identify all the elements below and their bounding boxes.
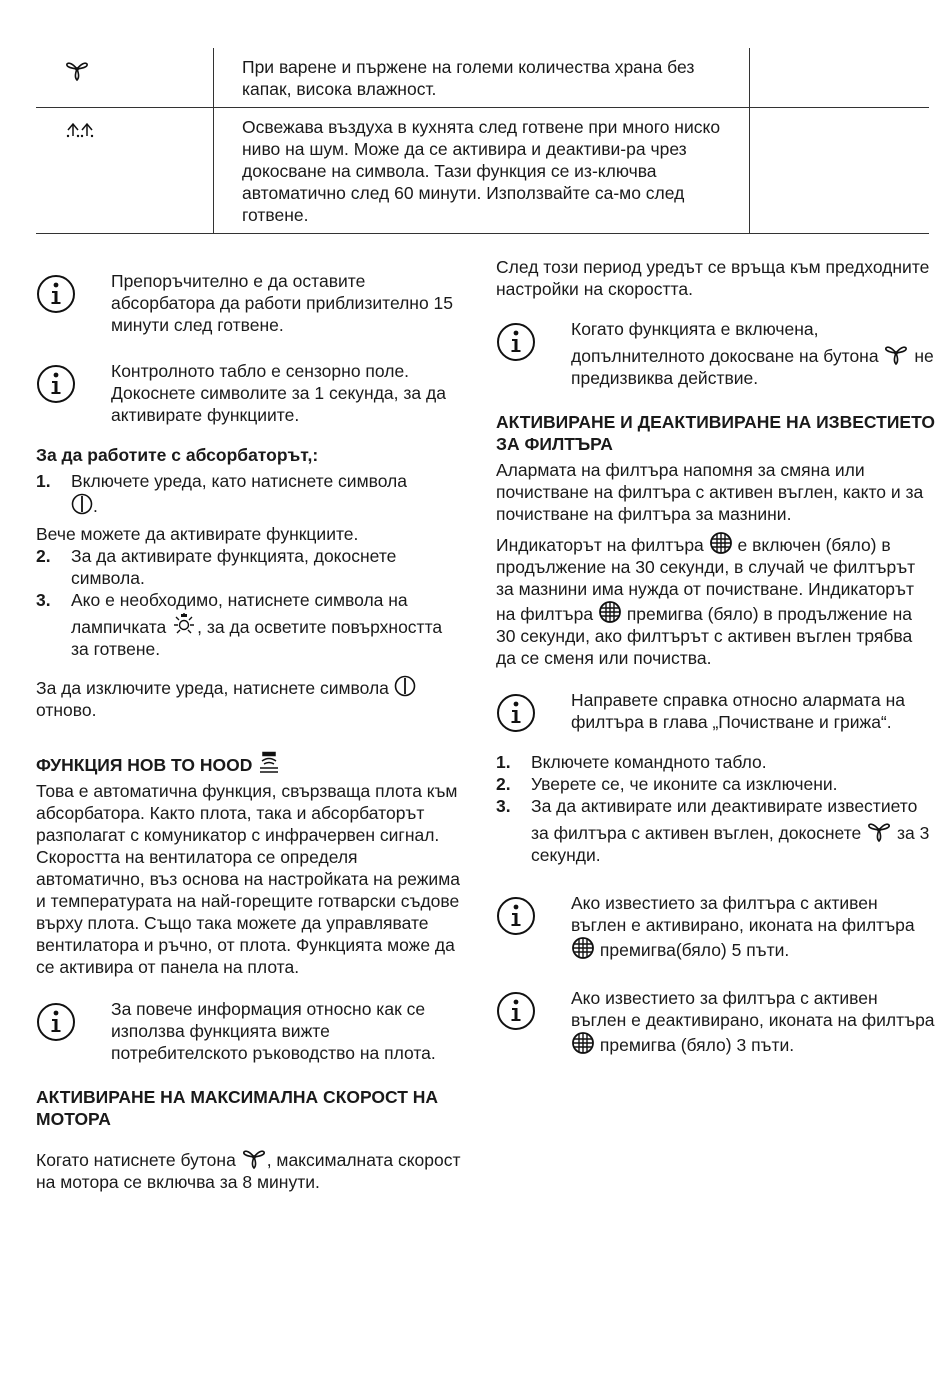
steps-list: [496, 751, 936, 866]
info-icon: [36, 1002, 76, 1042]
info-icon: [496, 991, 536, 1031]
info-icon: [496, 322, 536, 362]
table-cell: Освежава въздуха в кухнята след готвене при много ниско ниво на шум. Може да се активира и деактиви-ра чрез докосване на символа. Тази функция се из-ключва автоматично след 60 минути. Използвайте са-мо след готвене.: [214, 108, 750, 233]
info-text: Контролното табло е сензорно поле. Докоснете символите за 1 секунда, за да активирате функциите.: [111, 361, 446, 425]
boost-fan-icon: [883, 340, 909, 366]
info-icon: [36, 274, 76, 314]
list-item: 1. Включете уреда, като натиснете символа .: [36, 471, 407, 516]
info-icon: [496, 896, 536, 936]
info-note: [36, 270, 461, 336]
body-text: Алармата на филтъра напомня за смяна или почистване на филтъра с активен въглен, както и за почистване на филтъра за мазнини.: [496, 460, 924, 524]
filter-grid-icon: [571, 936, 595, 960]
hob-to-hood-icon: [257, 751, 281, 775]
body-text: Индикаторът на филтъра е включен (бяло) в продължение на 30 секунди, в случай че филтърът за мазнини има нужда от почистване. Индикаторът на филтъра премигва (бяло) в продължение на 30 секунди, ако филтърът с активен въглен трябва да се сменя или почиства.: [496, 531, 936, 669]
info-text: Направете справка относно алармата на филтъра в глава „Почистване и грижа“.: [571, 690, 905, 732]
info-text: Когато функцията е включена, допълнителното докосване на бутона не предизвиква действие.: [571, 319, 934, 388]
info-text: Ако известието за филтъра с активен въглен е активирано, иконата на филтъра премигва(бяло) 5 пъти.: [571, 893, 915, 960]
table-row: [36, 48, 929, 107]
body-text: Когато натиснете бутона , максималната скорост на мотора се включва за 8 минути.: [36, 1144, 461, 1193]
info-note: [496, 318, 936, 389]
info-note: [496, 689, 936, 733]
body-text: Вече можете да активирате функциите.: [36, 524, 359, 544]
section-heading: АКТИВИРАНЕ НА МАКСИМАЛНА СКОРОСТ НА МОТОРА: [36, 1087, 439, 1129]
info-note: [36, 360, 461, 426]
boost-fan-icon: [866, 817, 892, 843]
info-text: Ако известието за филтъра с активен въглен е деактивирано, иконата на филтъра премигва (бяло) 3 пъти.: [571, 988, 935, 1055]
boost-fan-icon: [64, 56, 90, 82]
list-item: 2. Уверете се, че иконите са изключени.: [496, 774, 838, 794]
list-item: 2. За да активирате функцията, докоснете символа.: [36, 546, 397, 588]
list-item: 3. За да активирате или деактивирате известието за филтъра с активен въглен, докоснете за 3 секунди.: [496, 796, 930, 865]
section-heading: АКТИВИРАНЕ И ДЕАКТИВИРАНЕ НА ИЗВЕСТИЕТО ЗА ФИЛТЪРА: [496, 412, 935, 454]
info-note: [36, 998, 461, 1064]
right-column: [496, 256, 936, 1070]
steps-list: [36, 545, 461, 660]
info-icon: [36, 364, 76, 404]
section-heading: ФУНКЦИЯ HOB TO HOOD: [36, 751, 461, 776]
section-heading: За да работите с абсорбаторът,:: [36, 445, 319, 465]
boost-fan-icon: [241, 1144, 267, 1170]
filter-grid-icon: [571, 1031, 595, 1055]
info-text: За повече информация относно как се използва функцията вижте потребителското ръководство на плота.: [111, 999, 436, 1063]
breeze-icon: [64, 116, 96, 142]
power-icon: [394, 674, 416, 698]
steps-list: [36, 470, 461, 517]
power-icon: [71, 492, 93, 516]
info-note: [496, 987, 936, 1056]
filter-grid-icon: [709, 531, 733, 555]
body-text: За да изключите уреда, натиснете символа отново.: [36, 674, 461, 721]
body-text: След този период уредът се връща към предходните настройки на скоростта.: [496, 257, 930, 299]
info-text: Препоръчително е да оставите абсорбатора да работи приблизително 15 минути след готвене.: [111, 271, 454, 335]
info-icon: [496, 693, 536, 733]
table-row: [36, 107, 929, 233]
body-text: Това е автоматична функция, свързваща плота към абсорбатора. Както плота, така и абсорбаторът разполагат с комуникатор с инфрачервен сигнал. Скоростта на вентилатора се определя автоматично, въз основа на настройката на режима и температурата на най-горещите готварски съдове върху плота. Също така можете да управлявате вентилатора и ръчно, от плота. Функцията може да се активира от панела на плота.: [36, 781, 460, 977]
function-table: [36, 48, 929, 234]
list-item: 1. Включете командното табло.: [496, 752, 767, 772]
filter-grid-icon: [598, 600, 622, 624]
info-note: [496, 892, 936, 961]
left-column: [36, 256, 461, 1193]
list-item: 3. Ако е необходимо, натиснете символа на лампичката , за да осветите повърхността за готвене.: [36, 590, 443, 659]
light-icon: [171, 611, 197, 637]
table-cell: При варене и пържене на големи количества храна без капак, висока влажност.: [214, 48, 750, 107]
